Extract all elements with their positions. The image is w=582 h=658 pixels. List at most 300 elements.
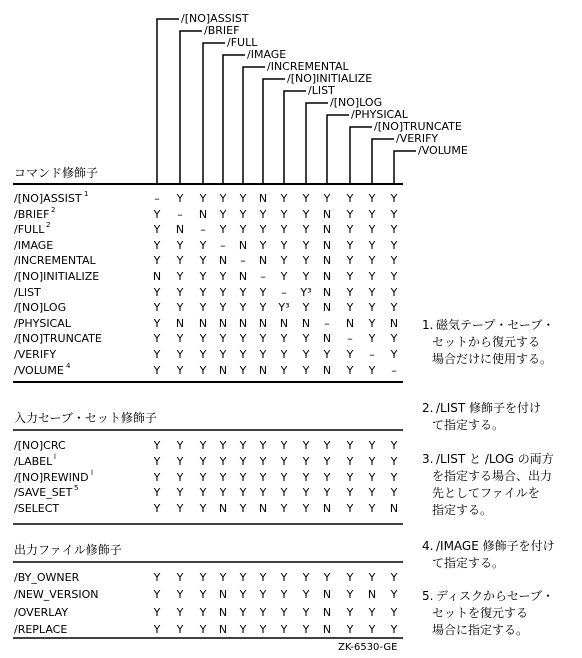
compat-cell: Y xyxy=(199,254,207,268)
leader-line-11 xyxy=(394,151,416,183)
compat-cell: Y xyxy=(176,439,184,452)
compat-cell: Y xyxy=(302,486,310,500)
compat-cell: Y xyxy=(199,363,207,377)
compat-cell: Y xyxy=(176,571,184,584)
compat-cell: Y xyxy=(239,363,247,377)
compat-cell: Y xyxy=(199,301,207,315)
compat-cell: Y xyxy=(199,605,207,619)
compat-cell: Y xyxy=(368,571,376,584)
column-header-10: /VERIFY xyxy=(396,132,439,145)
compat-cell: Y xyxy=(239,301,247,315)
compat-cell: Y xyxy=(368,223,376,237)
compat-cell: Y xyxy=(153,238,161,252)
compat-cell: Y xyxy=(323,192,331,205)
compat-cell: N xyxy=(238,238,248,252)
compat-cell: Y xyxy=(368,439,376,452)
compat-cell: Y xyxy=(346,470,354,484)
compat-cell: Y xyxy=(259,348,267,361)
compat-cell: Y xyxy=(280,223,288,237)
compat-cell: Y xyxy=(280,238,288,252)
row-label: /INCREMENTAL xyxy=(14,254,96,268)
compat-cell: N xyxy=(322,332,332,346)
compat-cell: Y xyxy=(368,316,376,330)
compat-cell: Y xyxy=(239,439,247,452)
compat-cell: – xyxy=(260,270,266,283)
compat-cell: Y xyxy=(280,439,288,452)
row-label: /[NO]REWIND xyxy=(14,470,89,484)
section-title-output-file-qualifiers: 出力ファイル修飾子 xyxy=(14,543,122,557)
compat-cell: Y xyxy=(302,254,310,268)
compat-cell: Y xyxy=(302,332,310,346)
compat-cell: N xyxy=(152,270,162,283)
compat-cell: Y xyxy=(390,254,398,268)
compat-cell: Y xyxy=(390,223,398,237)
column-header-9: /[NO]TRUNCATE xyxy=(374,120,462,133)
compat-cell: N xyxy=(322,363,332,377)
compat-cell: Y xyxy=(239,605,247,619)
compat-cell: N xyxy=(258,502,268,516)
compat-cell: Y³ xyxy=(278,301,290,315)
compat-cell: Y xyxy=(239,454,247,468)
compat-cell: N xyxy=(175,316,185,330)
compat-cell: Y xyxy=(219,439,227,452)
note-text-line: 指定する。 xyxy=(432,503,493,517)
note-number: 2. xyxy=(422,401,434,415)
compat-cell: Y xyxy=(199,439,207,452)
column-header-2: /FULL xyxy=(227,36,258,49)
compat-cell: Y xyxy=(199,502,207,516)
section-title-command-qualifiers: コマンド修飾子 xyxy=(14,166,99,180)
compat-cell: Y xyxy=(239,571,247,584)
leader-line-9 xyxy=(350,127,372,183)
compat-cell: – xyxy=(240,254,246,268)
compat-cell: Y xyxy=(219,223,227,237)
compat-cell: Y xyxy=(390,454,398,468)
leader-line-6 xyxy=(284,91,306,183)
compat-cell: Y xyxy=(199,588,207,602)
row-label: /[NO]INITIALIZE xyxy=(14,270,100,283)
row-label: /OVERLAY xyxy=(14,605,69,619)
compat-cell: Y xyxy=(176,348,184,361)
note-text-line: 場合だけに使用する。 xyxy=(432,352,553,366)
compat-cell: N xyxy=(322,502,332,516)
compat-cell: Y xyxy=(153,316,161,330)
compat-cell: Y xyxy=(302,502,310,516)
compat-cell: Y xyxy=(239,486,247,500)
compat-cell: N xyxy=(322,301,332,315)
compat-cell: Y xyxy=(302,207,310,221)
compat-cell: N xyxy=(389,502,399,516)
compat-cell: N xyxy=(218,622,228,636)
compat-cell: N xyxy=(198,207,208,221)
compat-cell: Y xyxy=(153,571,161,584)
leader-line-3 xyxy=(223,55,245,183)
compat-cell: Y xyxy=(176,254,184,268)
compat-cell: Y xyxy=(280,470,288,484)
compat-cell: N xyxy=(218,254,228,268)
compat-cell: Y xyxy=(280,207,288,221)
compat-cell: N xyxy=(198,316,208,330)
compat-cell: Y xyxy=(390,207,398,221)
compat-cell: Y xyxy=(346,285,354,299)
compat-cell: Y xyxy=(346,254,354,268)
row-label: /[NO]ASSIST xyxy=(14,192,82,205)
compat-cell: Y xyxy=(280,348,288,361)
compat-cell: Y xyxy=(259,285,267,299)
note-text-line: て指定する。 xyxy=(432,418,505,432)
compat-cell: Y xyxy=(280,622,288,636)
compat-cell: Y xyxy=(239,192,247,205)
compat-cell: Y xyxy=(302,192,310,205)
leader-line-8 xyxy=(327,115,349,183)
compat-cell: Y xyxy=(368,332,376,346)
compat-cell: Y xyxy=(199,192,207,205)
compat-cell: Y xyxy=(219,301,227,315)
compat-cell: Y xyxy=(239,502,247,516)
compat-cell: Y xyxy=(390,285,398,299)
compat-cell: Y xyxy=(368,363,376,377)
compat-cell: Y xyxy=(199,332,207,346)
compat-cell: N xyxy=(322,622,332,636)
compat-cell: Y xyxy=(302,439,310,452)
compat-cell: Y xyxy=(390,301,398,315)
row-label: /IMAGE xyxy=(14,238,54,252)
compat-cell: Y xyxy=(368,238,376,252)
row-footnote-marker: 2 xyxy=(46,221,51,230)
compat-cell: Y xyxy=(346,605,354,619)
compat-cell: Y xyxy=(239,588,247,602)
compat-cell: Y xyxy=(199,238,207,252)
compat-cell: N xyxy=(238,270,248,283)
row-label: /[NO]CRC xyxy=(14,439,66,452)
compat-cell: N xyxy=(258,254,268,268)
compat-cell: Y xyxy=(176,332,184,346)
compat-cell: Y xyxy=(390,238,398,252)
compat-cell: Y xyxy=(176,270,184,283)
compat-cell: Y xyxy=(176,454,184,468)
row-label: /LABEL xyxy=(14,454,53,468)
row-label: /BRIEF xyxy=(14,207,50,221)
row-footnote-marker: 4 xyxy=(66,361,71,370)
compat-cell: Y xyxy=(390,348,398,361)
compat-cell: Y xyxy=(368,254,376,268)
leader-line-4 xyxy=(243,67,265,183)
compat-cell: Y xyxy=(239,223,247,237)
leader-line-5 xyxy=(263,79,285,183)
compat-cell: Y xyxy=(153,439,161,452)
row-label: /SAVE_SET xyxy=(14,486,73,500)
compat-cell: Y xyxy=(219,348,227,361)
compat-cell: Y xyxy=(259,332,267,346)
compat-cell: Y xyxy=(280,454,288,468)
compat-cell: Y xyxy=(280,605,288,619)
note-text-line: て指定する。 xyxy=(432,556,505,570)
compat-cell: Y xyxy=(153,348,161,361)
compat-cell: Y xyxy=(219,270,227,283)
compat-cell: Y xyxy=(199,454,207,468)
compat-cell: Y xyxy=(368,454,376,468)
compat-cell: Y xyxy=(153,332,161,346)
compat-cell: Y xyxy=(176,470,184,484)
compat-cell: N xyxy=(322,207,332,221)
note-number: 4. xyxy=(422,539,434,553)
compat-cell: N xyxy=(218,605,228,619)
compat-cell: Y xyxy=(153,486,161,500)
compat-cell: Y xyxy=(302,571,310,584)
compat-cell: Y xyxy=(280,192,288,205)
compat-cell: Y xyxy=(302,622,310,636)
compat-cell: Y xyxy=(346,588,354,602)
compat-cell: Y xyxy=(239,348,247,361)
compat-cell: – xyxy=(220,238,226,252)
note-text-line: 先としてファイルを xyxy=(432,486,540,500)
compat-cell: Y xyxy=(176,588,184,602)
compat-cell: Y xyxy=(219,486,227,500)
compat-cell: N xyxy=(175,223,185,237)
compat-cell: Y xyxy=(390,588,398,602)
compat-cell: N xyxy=(218,363,228,377)
note-text-line: 磁気テープ・セーブ・ xyxy=(436,318,555,332)
compat-cell: Y xyxy=(390,270,398,283)
compat-cell: Y xyxy=(346,223,354,237)
compat-cell: Y xyxy=(280,332,288,346)
row-footnote-marker: 5 xyxy=(74,484,79,493)
compat-cell: Y xyxy=(199,348,207,361)
column-header-5: /[NO]INITIALIZE xyxy=(287,72,373,85)
row-label: /[NO]TRUNCATE xyxy=(14,332,102,346)
compat-cell: Y xyxy=(346,502,354,516)
row-footnote-marker: 2 xyxy=(51,205,56,214)
compat-cell: – xyxy=(369,348,375,361)
note-text-line: /LIST 修飾子を付け xyxy=(436,401,542,415)
compat-cell: Y xyxy=(239,207,247,221)
compat-cell: Y xyxy=(153,588,161,602)
row-label: /LIST xyxy=(14,285,41,299)
compat-cell: Y xyxy=(368,301,376,315)
compat-cell: Y xyxy=(390,571,398,584)
compat-cell: Y xyxy=(199,486,207,500)
compat-cell: Y xyxy=(302,454,310,468)
compat-cell: Y xyxy=(176,192,184,205)
compat-cell: Y xyxy=(280,363,288,377)
compat-cell: Y xyxy=(390,470,398,484)
compat-cell: Y xyxy=(368,270,376,283)
row-footnote-marker: l xyxy=(91,468,93,477)
compat-cell: Y xyxy=(259,571,267,584)
compat-cell: Y xyxy=(239,332,247,346)
compat-cell: Y xyxy=(390,486,398,500)
column-header-3: /IMAGE xyxy=(247,48,287,61)
compat-cell: Y xyxy=(219,285,227,299)
figure-id: ZK-6530-GE xyxy=(338,642,398,653)
compat-cell: Y xyxy=(199,622,207,636)
compat-cell: – xyxy=(347,332,353,346)
compat-cell: Y xyxy=(239,285,247,299)
row-label: /VERIFY xyxy=(14,348,57,361)
column-header-0: /[NO]ASSIST xyxy=(181,12,249,25)
compat-cell: Y xyxy=(219,470,227,484)
compat-cell: Y xyxy=(368,207,376,221)
compat-cell: Y xyxy=(219,332,227,346)
note-number: 1. xyxy=(422,318,434,332)
compat-cell: N xyxy=(389,316,399,330)
compat-cell: Y xyxy=(302,270,310,283)
compat-cell: N xyxy=(322,285,332,299)
leader-line-2 xyxy=(203,43,225,183)
compat-cell: Y xyxy=(302,588,310,602)
compat-cell: Y xyxy=(280,486,288,500)
note-text-line: /IMAGE 修飾子を付け xyxy=(436,539,555,553)
section-title-input-save-set-qualifiers: 入力セーブ・セット修飾子 xyxy=(14,411,157,425)
row-label: /NEW_VERSION xyxy=(14,588,99,602)
compat-cell: Y xyxy=(219,207,227,221)
column-header-11: /VOLUME xyxy=(418,144,468,157)
compat-cell: Y xyxy=(323,454,331,468)
compat-cell: N xyxy=(301,316,311,330)
compat-cell: Y xyxy=(153,301,161,315)
compat-cell: Y xyxy=(199,285,207,299)
compat-cell: Y xyxy=(259,439,267,452)
note-text-line: を指定する場合、出力 xyxy=(432,469,553,483)
compat-cell: Y xyxy=(259,486,267,500)
compat-cell: N xyxy=(218,316,228,330)
compat-cell: Y xyxy=(199,571,207,584)
compat-cell: – xyxy=(200,223,206,237)
compat-cell: Y xyxy=(346,622,354,636)
compat-cell: Y xyxy=(346,454,354,468)
compat-cell: Y xyxy=(176,502,184,516)
compat-cell: Y xyxy=(280,588,288,602)
row-label: /FULL xyxy=(14,223,45,237)
compat-cell: Y xyxy=(176,238,184,252)
compat-cell: Y xyxy=(153,285,161,299)
compat-cell: Y xyxy=(346,486,354,500)
leader-line-1 xyxy=(180,31,202,183)
compat-cell: – xyxy=(391,363,397,377)
compat-cell: Y xyxy=(219,454,227,468)
compat-cell: Y xyxy=(346,207,354,221)
compat-cell: N xyxy=(322,223,332,237)
row-label: /SELECT xyxy=(14,502,60,516)
compat-cell: Y xyxy=(302,223,310,237)
compat-cell: Y xyxy=(390,439,398,452)
compat-cell: Y xyxy=(302,605,310,619)
compat-cell: Y xyxy=(346,439,354,452)
compat-cell: N xyxy=(258,192,268,205)
compat-cell: Y xyxy=(302,238,310,252)
compat-cell: Y xyxy=(390,192,398,205)
compat-cell: Y xyxy=(259,223,267,237)
compat-cell: Y xyxy=(259,588,267,602)
note-text-line: セットから復元する xyxy=(432,335,541,349)
compat-cell: – xyxy=(324,316,330,330)
compat-cell: Y xyxy=(323,470,331,484)
compat-cell: Y xyxy=(176,486,184,500)
row-footnote-marker: 1 xyxy=(84,190,89,198)
leader-line-0 xyxy=(157,19,179,183)
compat-cell: Y xyxy=(368,192,376,205)
compat-cell: Y xyxy=(346,348,354,361)
compat-cell: Y xyxy=(368,502,376,516)
compat-cell: N xyxy=(238,316,248,330)
compat-cell: Y xyxy=(368,605,376,619)
compat-cell: Y xyxy=(280,571,288,584)
column-header-1: /BRIEF xyxy=(204,24,240,37)
compat-cell: Y xyxy=(153,502,161,516)
compat-cell: – xyxy=(177,207,183,221)
compat-cell: Y xyxy=(346,571,354,584)
compat-cell: – xyxy=(154,192,160,205)
compat-cell: Y xyxy=(368,486,376,500)
note-text-line: /LIST と /LOG の両方 xyxy=(436,452,554,466)
compat-cell: Y xyxy=(153,207,161,221)
compat-cell: Y xyxy=(280,270,288,283)
compat-cell: Y xyxy=(302,470,310,484)
note-text-line: セットを復元する xyxy=(432,606,529,620)
compat-cell: Y xyxy=(259,238,267,252)
compat-cell: N xyxy=(322,270,332,283)
compat-cell: N xyxy=(279,316,289,330)
compat-cell: Y xyxy=(302,301,310,315)
compat-cell: Y xyxy=(368,470,376,484)
row-label: /[NO]LOG xyxy=(14,301,67,315)
compat-cell: Y xyxy=(302,363,310,377)
row-label: /REPLACE xyxy=(14,622,68,636)
compat-cell: Y xyxy=(153,470,161,484)
compat-cell: Y xyxy=(390,622,398,636)
compat-cell: Y xyxy=(199,270,207,283)
compat-cell: Y xyxy=(390,605,398,619)
row-label: /VOLUME xyxy=(14,363,64,377)
compat-cell: Y xyxy=(346,270,354,283)
row-footnote-marker: l xyxy=(54,452,56,461)
compat-cell: Y xyxy=(259,470,267,484)
column-header-7: /[NO]LOG xyxy=(330,96,383,109)
column-header-6: /LIST xyxy=(308,84,335,97)
leader-line-7 xyxy=(306,103,328,183)
compat-cell: Y xyxy=(302,348,310,361)
compat-cell: Y xyxy=(323,571,331,584)
compat-cell: N xyxy=(322,605,332,619)
compat-cell: Y xyxy=(259,605,267,619)
compat-cell: Y xyxy=(176,285,184,299)
compat-cell: Y xyxy=(323,486,331,500)
compat-cell: Y xyxy=(346,301,354,315)
compat-cell: Y xyxy=(259,454,267,468)
compat-cell: Y xyxy=(390,332,398,346)
compat-cell: Y xyxy=(199,470,207,484)
compat-cell: Y xyxy=(346,238,354,252)
compat-cell: Y xyxy=(153,223,161,237)
compat-cell: Y xyxy=(153,254,161,268)
compat-cell: N xyxy=(345,316,355,330)
compat-cell: Y xyxy=(239,622,247,636)
compat-cell: N xyxy=(322,254,332,268)
note-text-line: 場合に指定する。 xyxy=(432,623,529,637)
compat-cell: N xyxy=(367,588,377,602)
compat-cell: Y xyxy=(323,348,331,361)
compat-cell: N xyxy=(218,502,228,516)
column-header-8: /PHYSICAL xyxy=(351,108,408,121)
leader-line-10 xyxy=(372,139,394,183)
compat-cell: Y xyxy=(153,622,161,636)
note-number: 3. xyxy=(422,452,434,466)
compat-cell: Y xyxy=(153,605,161,619)
compat-cell: N xyxy=(322,238,332,252)
compat-cell: Y xyxy=(323,439,331,452)
compat-cell: Y xyxy=(219,571,227,584)
compat-cell: Y xyxy=(368,285,376,299)
